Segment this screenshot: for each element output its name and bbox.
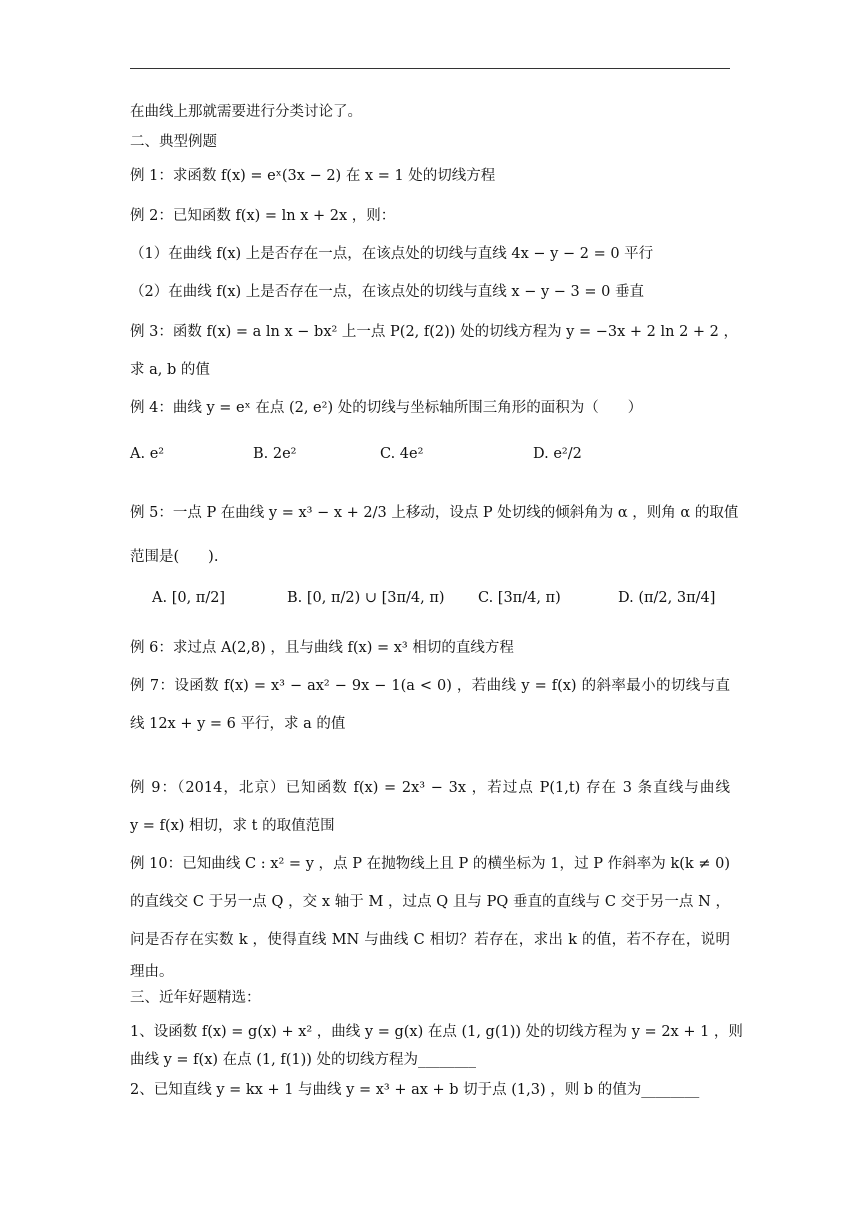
example-10-line-4: 理由。 <box>130 964 174 980</box>
example-3-cont: 求 a, b 的值 <box>130 362 210 378</box>
example-10: 例 10：已知曲线 C : x² = y ，点 P 在抛物线上且 P 的横坐标为 1，过 P 作斜率为 k(k ≠ 0) <box>130 856 730 872</box>
example-7: 例 7：设函数 f(x) = x³ − ax² − 9x − 1(a < 0) ，若曲线 y = f(x) 的斜率最小的切线与直 <box>130 678 730 694</box>
ex4-option-b: B. 2e² <box>253 446 297 462</box>
ex5-option-b: B. [0, π/2) ∪ [3π/4, π) <box>287 590 445 606</box>
ex5-option-c: C. [3π/4, π) <box>478 590 561 606</box>
example-2-part-1: （1）在曲线 f(x) 上是否存在一点，在该点处的切线与直线 4x − y − 2 = 0 平行 <box>130 246 654 262</box>
example-5: 例 5：一点 P 在曲线 y = x³ − x + 2/3 上移动，设点 P 处切线的倾斜角为 α ，则角 α 的取值 <box>130 505 739 521</box>
example-10-line-2: 的直线交 C 于另一点 Q ，交 x 轴于 M ，过点 Q 且与 PQ 垂直的直线与 C 交于另一点 N ， <box>130 894 730 910</box>
ex4-option-a: A. e² <box>130 446 165 462</box>
example-3: 例 3：函数 f(x) = a ln x − bx² 上一点 P(2, f(2)) 处的切线方程为 y = −3x + 2 ln 2 + 2 ， <box>130 324 739 340</box>
section-heading: 三、近年好题精选： <box>130 990 261 1006</box>
example-9-cont: y = f(x) 相切，求 t 的取值范围 <box>130 818 335 834</box>
example-4: 例 4：曲线 y = eˣ 在点 (2, e²) 处的切线与坐标轴所围三角形的面积为（ ） <box>130 400 643 416</box>
ex5-option-a: A. [0, π/2] <box>152 590 226 606</box>
problem-1-cont: 曲线 y = f(x) 在点 (1, f(1)) 处的切线方程为________ <box>130 1052 477 1068</box>
problem-1: 1、设函数 f(x) = g(x) + x² ，曲线 y = g(x) 在点 (1, g(1)) 处的切线方程为 y = 2x + 1 ，则 <box>130 1024 743 1040</box>
example-2-part-2: （2）在曲线 f(x) 上是否存在一点，在该点处的切线与直线 x − y − 3 = 0 垂直 <box>130 284 644 300</box>
ex5-option-d: D. (π/2, 3π/4] <box>618 590 716 606</box>
example-2: 例 2：已知函数 f(x) = ln x + 2x ，则： <box>130 208 396 224</box>
example-1: 例 1：求函数 f(x) = eˣ(3x − 2) 在 x = 1 处的切线方程 <box>130 168 496 184</box>
header-rule <box>130 68 730 69</box>
ex4-option-c: C. 4e² <box>380 446 424 462</box>
text-line: 在曲线上那就需要进行分类讨论了。 <box>130 104 362 120</box>
example-6: 例 6：求过点 A(2,8) ，且与曲线 f(x) = x³ 相切的直线方程 <box>130 640 514 656</box>
ex4-option-d: D. e²/2 <box>533 446 582 462</box>
example-7-cont: 线 12x + y = 6 平行，求 a 的值 <box>130 716 346 732</box>
example-9: 例 9：（2014，北京）已知函数 f(x) = 2x³ − 3x ，若过点 P(1,t) 存在 3 条直线与曲线 <box>130 780 730 796</box>
example-5-cont: 范围是( ). <box>130 549 219 565</box>
section-heading: 二、典型例题 <box>130 134 217 150</box>
example-10-line-3: 问是否存在实数 k ，使得直线 MN 与曲线 C 相切？若存在，求出 k 的值，若不存在，说明 <box>130 932 730 948</box>
problem-2: 2、已知直线 y = kx + 1 与曲线 y = x³ + ax + b 切于点 (1,3) ，则 b 的值为________ <box>130 1082 700 1098</box>
